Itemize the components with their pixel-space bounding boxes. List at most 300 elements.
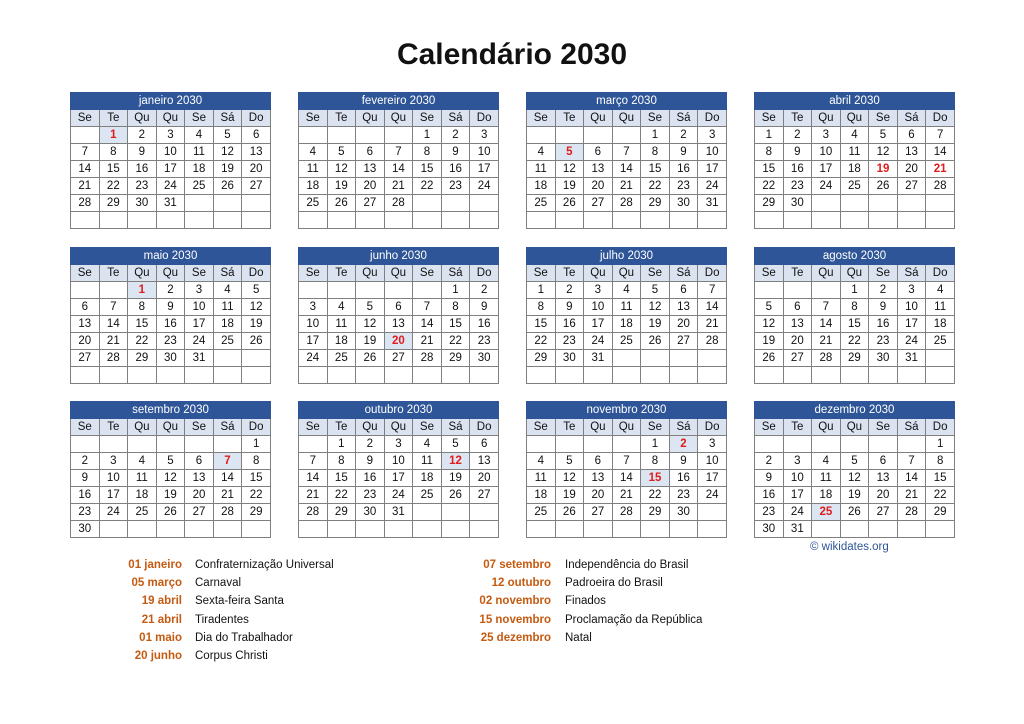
day-cell: 26 [441, 487, 470, 504]
day-cell: 11 [185, 144, 214, 161]
empty-cell [783, 367, 812, 384]
day-cell: 13 [470, 453, 499, 470]
day-cell: 15 [413, 161, 442, 178]
empty-cell [755, 212, 784, 229]
day-cell: 3 [698, 436, 727, 453]
day-cell: 21 [897, 487, 926, 504]
empty-cell [413, 504, 442, 521]
weekday-header: Se [413, 110, 442, 127]
day-cell: 2 [755, 453, 784, 470]
empty-cell [441, 367, 470, 384]
empty-cell [327, 282, 356, 299]
weekday-header: Qu [612, 110, 641, 127]
day-cell: 9 [669, 453, 698, 470]
day-cell: 11 [812, 470, 841, 487]
day-cell: 21 [71, 178, 100, 195]
month-name: abril 2030 [755, 93, 955, 110]
day-cell: 16 [555, 316, 584, 333]
day-cell: 4 [413, 436, 442, 453]
empty-cell [299, 521, 328, 538]
day-cell: 4 [299, 144, 328, 161]
month-name: fevereiro 2030 [299, 93, 499, 110]
month-name: novembro 2030 [527, 402, 727, 419]
day-cell: 19 [555, 487, 584, 504]
empty-cell [470, 521, 499, 538]
day-cell: 19 [356, 333, 385, 350]
empty-cell [413, 195, 442, 212]
day-cell: 3 [99, 453, 128, 470]
weekday-header: Qu [584, 110, 613, 127]
empty-cell [413, 282, 442, 299]
day-cell: 31 [897, 350, 926, 367]
day-cell: 15 [641, 470, 670, 487]
day-cell: 18 [527, 178, 556, 195]
weekday-header: Se [641, 419, 670, 436]
day-cell: 2 [356, 436, 385, 453]
empty-cell [812, 195, 841, 212]
day-cell: 5 [441, 436, 470, 453]
day-cell: 25 [327, 350, 356, 367]
day-cell: 23 [71, 504, 100, 521]
day-cell: 18 [527, 487, 556, 504]
day-cell: 15 [441, 316, 470, 333]
empty-cell [669, 350, 698, 367]
day-cell: 16 [470, 316, 499, 333]
day-cell: 25 [840, 178, 869, 195]
day-cell: 20 [783, 333, 812, 350]
day-cell: 16 [783, 161, 812, 178]
month-name: março 2030 [527, 93, 727, 110]
day-cell: 24 [584, 333, 613, 350]
day-cell: 25 [413, 487, 442, 504]
day-cell: 12 [840, 470, 869, 487]
day-cell: 11 [926, 299, 955, 316]
day-cell: 19 [755, 333, 784, 350]
day-cell: 10 [812, 144, 841, 161]
weekday-header: Qu [840, 419, 869, 436]
day-cell: 2 [783, 127, 812, 144]
day-cell: 7 [926, 127, 955, 144]
day-cell: 2 [156, 282, 185, 299]
day-cell: 2 [555, 282, 584, 299]
day-cell: 25 [527, 504, 556, 521]
day-cell: 21 [213, 487, 242, 504]
day-cell: 23 [441, 178, 470, 195]
day-cell: 4 [840, 127, 869, 144]
day-cell: 5 [156, 453, 185, 470]
day-cell: 10 [384, 453, 413, 470]
empty-cell [128, 212, 157, 229]
empty-cell [783, 282, 812, 299]
day-cell: 28 [213, 504, 242, 521]
holiday-name: Natal [565, 631, 592, 644]
holiday-name: Finados [565, 595, 606, 608]
day-cell: 19 [869, 161, 898, 178]
day-cell: 24 [156, 178, 185, 195]
weekday-header: Sá [441, 110, 470, 127]
day-cell: 13 [185, 470, 214, 487]
day-cell: 1 [641, 127, 670, 144]
day-cell: 29 [242, 504, 271, 521]
empty-cell [213, 350, 242, 367]
day-cell: 25 [213, 333, 242, 350]
day-cell: 12 [555, 161, 584, 178]
day-cell: 17 [698, 161, 727, 178]
day-cell: 19 [441, 470, 470, 487]
day-cell: 11 [299, 161, 328, 178]
day-cell: 23 [470, 333, 499, 350]
day-cell: 8 [840, 299, 869, 316]
day-cell: 14 [384, 161, 413, 178]
day-cell: 11 [527, 470, 556, 487]
weekday-header: Qu [356, 419, 385, 436]
day-cell: 16 [128, 161, 157, 178]
day-cell: 23 [156, 333, 185, 350]
day-cell: 9 [669, 144, 698, 161]
day-cell: 29 [128, 350, 157, 367]
day-cell: 14 [812, 316, 841, 333]
day-cell: 8 [128, 299, 157, 316]
weekday-header: Qu [584, 419, 613, 436]
empty-cell [299, 436, 328, 453]
empty-cell [470, 195, 499, 212]
day-cell: 18 [128, 487, 157, 504]
empty-cell [441, 521, 470, 538]
empty-cell [213, 195, 242, 212]
day-cell: 1 [441, 282, 470, 299]
day-cell: 14 [612, 470, 641, 487]
weekday-header: Se [641, 110, 670, 127]
day-cell: 15 [128, 316, 157, 333]
day-cell: 26 [327, 195, 356, 212]
empty-cell [584, 436, 613, 453]
empty-cell [698, 212, 727, 229]
day-cell: 22 [128, 333, 157, 350]
empty-cell [869, 436, 898, 453]
day-cell: 28 [698, 333, 727, 350]
day-cell: 17 [584, 316, 613, 333]
day-cell: 22 [527, 333, 556, 350]
day-cell: 7 [71, 144, 100, 161]
day-cell: 9 [783, 144, 812, 161]
weekday-header: Se [299, 110, 328, 127]
day-cell: 31 [185, 350, 214, 367]
day-cell: 17 [698, 470, 727, 487]
day-cell: 4 [327, 299, 356, 316]
weekday-header: Se [869, 110, 898, 127]
empty-cell [185, 212, 214, 229]
month-calendar [70, 401, 271, 538]
holiday-date: 02 novembro [479, 595, 551, 608]
day-cell: 14 [698, 299, 727, 316]
day-cell: 27 [356, 195, 385, 212]
day-cell: 31 [783, 521, 812, 538]
day-cell: 1 [242, 436, 271, 453]
empty-cell [840, 367, 869, 384]
day-cell: 20 [185, 487, 214, 504]
empty-cell [384, 127, 413, 144]
day-cell: 29 [641, 504, 670, 521]
day-cell: 18 [213, 316, 242, 333]
day-cell: 27 [384, 350, 413, 367]
day-cell: 16 [669, 161, 698, 178]
empty-cell [555, 367, 584, 384]
day-cell: 8 [99, 144, 128, 161]
credit-link[interactable]: © wikidates.org [810, 541, 889, 553]
day-cell: 24 [299, 350, 328, 367]
day-cell: 10 [185, 299, 214, 316]
empty-cell [698, 504, 727, 521]
weekday-header: Se [299, 419, 328, 436]
empty-cell [299, 212, 328, 229]
month-calendar [70, 92, 271, 229]
empty-cell [384, 212, 413, 229]
empty-cell [612, 127, 641, 144]
month-calendar [526, 92, 727, 229]
empty-cell [755, 436, 784, 453]
day-cell: 14 [213, 470, 242, 487]
day-cell: 9 [128, 144, 157, 161]
day-cell: 20 [897, 161, 926, 178]
day-cell: 29 [441, 350, 470, 367]
day-cell: 28 [99, 350, 128, 367]
day-cell: 22 [755, 178, 784, 195]
day-cell: 21 [299, 487, 328, 504]
day-cell: 12 [755, 316, 784, 333]
day-cell: 28 [926, 178, 955, 195]
weekday-header: Sá [441, 265, 470, 282]
day-cell: 9 [470, 299, 499, 316]
day-cell: 7 [897, 453, 926, 470]
day-cell: 1 [926, 436, 955, 453]
holiday-row [0, 647, 1024, 665]
weekday-header: Do [242, 110, 271, 127]
weekday-header: Sá [669, 265, 698, 282]
empty-cell [185, 367, 214, 384]
day-cell: 15 [755, 161, 784, 178]
day-cell: 25 [926, 333, 955, 350]
day-cell: 24 [470, 178, 499, 195]
day-cell: 27 [71, 350, 100, 367]
day-cell: 8 [327, 453, 356, 470]
empty-cell [897, 195, 926, 212]
empty-cell [869, 212, 898, 229]
weekday-header: Se [527, 265, 556, 282]
empty-cell [185, 521, 214, 538]
day-cell: 19 [641, 316, 670, 333]
holiday-date: 15 novembro [479, 613, 551, 626]
holiday-row [0, 629, 1024, 647]
day-cell: 23 [869, 333, 898, 350]
day-cell: 23 [356, 487, 385, 504]
day-cell: 12 [327, 161, 356, 178]
empty-cell [327, 212, 356, 229]
day-cell: 23 [555, 333, 584, 350]
day-cell: 2 [441, 127, 470, 144]
day-cell: 29 [926, 504, 955, 521]
month-name: janeiro 2030 [71, 93, 271, 110]
day-cell: 14 [99, 316, 128, 333]
day-cell: 27 [185, 504, 214, 521]
day-cell: 26 [156, 504, 185, 521]
day-cell: 17 [812, 161, 841, 178]
day-cell: 29 [527, 350, 556, 367]
day-cell: 28 [299, 504, 328, 521]
day-cell: 1 [413, 127, 442, 144]
day-cell: 20 [384, 333, 413, 350]
empty-cell [470, 367, 499, 384]
empty-cell [926, 521, 955, 538]
weekday-header: Qu [384, 110, 413, 127]
day-cell: 8 [755, 144, 784, 161]
day-cell: 24 [99, 504, 128, 521]
day-cell: 30 [356, 504, 385, 521]
day-cell: 12 [356, 316, 385, 333]
empty-cell [327, 367, 356, 384]
holiday-date: 19 abril [141, 595, 182, 608]
weekday-header: Se [869, 419, 898, 436]
day-cell: 24 [897, 333, 926, 350]
day-cell: 1 [99, 127, 128, 144]
day-cell: 13 [384, 316, 413, 333]
day-cell: 4 [527, 453, 556, 470]
holiday-row [0, 592, 1024, 610]
empty-cell [926, 195, 955, 212]
empty-cell [812, 367, 841, 384]
weekday-header: Qu [384, 419, 413, 436]
day-cell: 14 [71, 161, 100, 178]
day-cell: 6 [384, 299, 413, 316]
day-cell: 16 [156, 316, 185, 333]
day-cell: 7 [299, 453, 328, 470]
empty-cell [441, 504, 470, 521]
day-cell: 29 [755, 195, 784, 212]
empty-cell [926, 212, 955, 229]
weekday-header: Do [926, 110, 955, 127]
day-cell: 23 [783, 178, 812, 195]
weekday-header: Do [470, 419, 499, 436]
month-calendar [70, 247, 271, 384]
day-cell: 27 [869, 504, 898, 521]
day-cell: 19 [242, 316, 271, 333]
day-cell: 26 [555, 195, 584, 212]
day-cell: 11 [527, 161, 556, 178]
day-cell: 23 [669, 178, 698, 195]
month-calendar [526, 247, 727, 384]
empty-cell [612, 212, 641, 229]
empty-cell [128, 436, 157, 453]
holiday-date: 01 janeiro [128, 559, 182, 571]
day-cell: 10 [299, 316, 328, 333]
day-cell: 2 [71, 453, 100, 470]
weekday-header: Sá [213, 265, 242, 282]
month-calendar [298, 247, 499, 384]
day-cell: 13 [356, 161, 385, 178]
day-cell: 2 [128, 127, 157, 144]
empty-cell [242, 521, 271, 538]
day-cell: 18 [327, 333, 356, 350]
day-cell: 9 [356, 453, 385, 470]
empty-cell [698, 521, 727, 538]
day-cell: 27 [669, 333, 698, 350]
empty-cell [555, 212, 584, 229]
day-cell: 28 [413, 350, 442, 367]
day-cell: 16 [669, 470, 698, 487]
weekday-header: Se [869, 265, 898, 282]
weekday-header: Se [527, 419, 556, 436]
day-cell: 13 [783, 316, 812, 333]
day-cell: 11 [840, 144, 869, 161]
day-cell: 5 [555, 144, 584, 161]
day-cell: 3 [156, 127, 185, 144]
day-cell: 4 [185, 127, 214, 144]
day-cell: 30 [755, 521, 784, 538]
day-cell: 9 [869, 299, 898, 316]
day-cell: 7 [612, 453, 641, 470]
weekday-header: Te [555, 110, 584, 127]
weekday-header: Qu [156, 265, 185, 282]
weekday-header: Se [185, 419, 214, 436]
day-cell: 21 [612, 487, 641, 504]
day-cell: 26 [641, 333, 670, 350]
day-cell: 16 [441, 161, 470, 178]
holiday-date: 21 abril [141, 613, 182, 626]
day-cell: 21 [926, 161, 955, 178]
day-cell: 3 [185, 282, 214, 299]
empty-cell [99, 282, 128, 299]
day-cell: 29 [327, 504, 356, 521]
day-cell: 27 [783, 350, 812, 367]
empty-cell [555, 127, 584, 144]
day-cell: 2 [669, 127, 698, 144]
weekday-header: Do [698, 419, 727, 436]
day-cell: 30 [128, 195, 157, 212]
empty-cell [128, 521, 157, 538]
holiday-name: Proclamação da República [565, 613, 703, 626]
day-cell: 3 [783, 453, 812, 470]
day-cell: 13 [584, 161, 613, 178]
empty-cell [755, 282, 784, 299]
day-cell: 3 [299, 299, 328, 316]
empty-cell [242, 350, 271, 367]
day-cell: 14 [926, 144, 955, 161]
empty-cell [299, 127, 328, 144]
weekday-header: Do [698, 265, 727, 282]
empty-cell [897, 436, 926, 453]
day-cell: 18 [840, 161, 869, 178]
weekday-header: Te [327, 110, 356, 127]
empty-cell [869, 195, 898, 212]
day-cell: 13 [869, 470, 898, 487]
weekday-header: Te [783, 419, 812, 436]
empty-cell [783, 436, 812, 453]
holiday-name: Padroeira do Brasil [565, 577, 663, 590]
day-cell: 1 [840, 282, 869, 299]
empty-cell [242, 212, 271, 229]
day-cell: 6 [869, 453, 898, 470]
empty-cell [584, 127, 613, 144]
day-cell: 31 [156, 195, 185, 212]
empty-cell [441, 212, 470, 229]
weekday-header: Sá [897, 419, 926, 436]
day-cell: 26 [213, 178, 242, 195]
day-cell: 25 [185, 178, 214, 195]
holiday-row [0, 611, 1024, 629]
month-calendar [298, 92, 499, 229]
day-cell: 8 [527, 299, 556, 316]
day-cell: 28 [897, 504, 926, 521]
day-cell: 14 [897, 470, 926, 487]
